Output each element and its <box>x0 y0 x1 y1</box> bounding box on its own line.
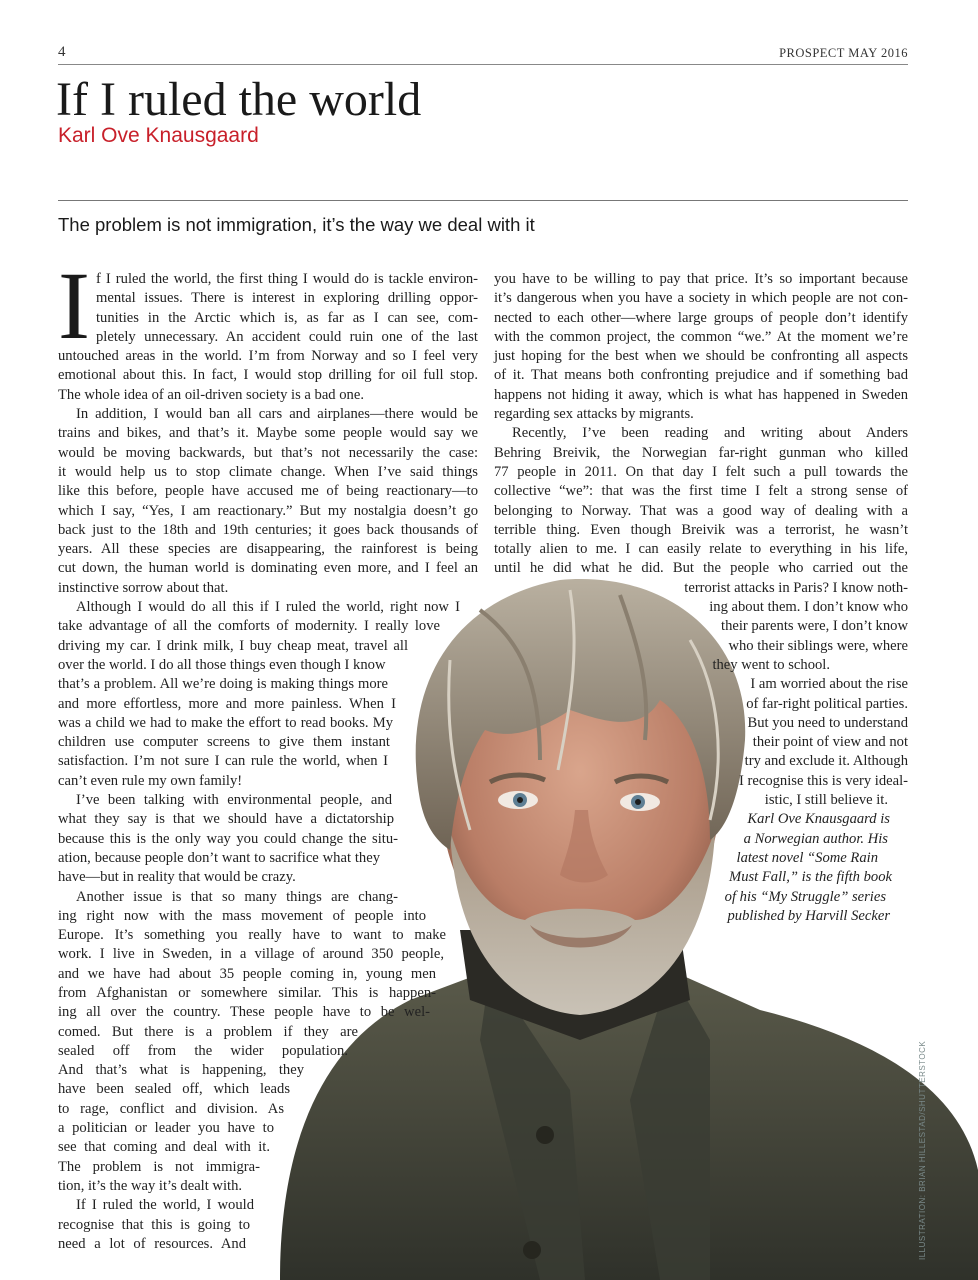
text-line: emotional about this. In fact, I would stop drilling for oil full stop. <box>58 367 478 384</box>
text-line: of it. That means both confronting prejudice and if something bad <box>494 367 908 384</box>
text-line: of far-right political parties. <box>746 695 908 712</box>
text-line: and we have had about 35 people coming in, young men <box>58 965 436 982</box>
text-line: try and exclude it. Although <box>744 753 908 770</box>
text-line: you have to be willing to pay that price. It’s so important because <box>494 271 908 287</box>
article-title: If I ruled the world <box>56 73 422 126</box>
text-line: Although I would do all this if I ruled the world, right now I <box>76 599 460 616</box>
text-line: just hoping for the best when we should be confronting all aspects <box>494 348 908 365</box>
text-line: istic, I still believe it. <box>764 792 888 809</box>
text-line: with the common project, the common “we.” At the moment we’re <box>494 328 908 345</box>
text-line: mental issues. There is interest in exploring drilling oppor- <box>96 290 478 307</box>
text-line: until he did what he did. But the people who carried out the <box>494 560 908 577</box>
text-line: children use computer screens to give them instant <box>58 734 390 751</box>
text-line: it would help us to stop climate change. When I’ve said things <box>58 463 478 480</box>
text-line: was a child we had to make the effort to read books. My <box>58 714 393 731</box>
text-line: recognise that this is going to <box>58 1216 250 1233</box>
text-line: back just to the 18th and 19th centuries; it goes back thousands of <box>58 521 478 538</box>
divider <box>58 200 908 201</box>
text-line: collective “we”: that was the first time I felt a strong sense of <box>494 483 908 500</box>
text-line: 77 people in 2011. On that day I felt such a pull towards the <box>494 463 908 480</box>
text-line: f I ruled the world, the first thing I would do is tackle environ- <box>96 271 478 287</box>
text-line: their point of view and not <box>752 734 908 751</box>
text-line: The whole idea of an oil-driven society is a bad one. <box>58 386 364 403</box>
text-line: have been sealed off, which leads <box>58 1081 290 1098</box>
text-line: to rage, conflict and division. As <box>58 1100 284 1117</box>
text-line: Behring Breivik, the Norwegian far-right gunman who killed <box>494 444 908 461</box>
text-line: terrible thing. Even though Breivik was a terrorist, he wasn’t <box>494 521 908 538</box>
text-line: cut down, the human world is dominating even more, and I feel an <box>58 560 478 577</box>
text-line: need a lot of resources. And <box>58 1235 246 1252</box>
article-standfirst: The problem is not immigration, it’s the way we deal with it <box>58 214 535 235</box>
page-number: 4 <box>58 44 66 60</box>
text-line: like this before, people have accused me of being reactionary—to <box>58 483 478 500</box>
text-line: satisfaction. I’m not sure I can rule the world, when I <box>58 753 388 770</box>
text-line: Recently, I’ve been reading and writing about Anders <box>512 425 908 442</box>
text-line: which I say, “Yes, I am reactionary.” But my nostalgia doesn’t go <box>58 502 478 519</box>
text-line: tion, it’s the way it’s dealt with. <box>58 1177 243 1194</box>
article-author: Karl Ove Knausgaard <box>58 124 259 147</box>
text-line: over the world. I do all those things even though I know <box>58 656 386 673</box>
text-line: pletely unnecessary. An accident could ruin one of the last <box>96 328 478 345</box>
text-line: who their siblings were, where <box>728 637 908 654</box>
text-line: ing all over the country. These people have to be wel- <box>58 1004 430 1021</box>
text-line: sealed off from the wider population. <box>58 1042 348 1059</box>
text-line: In addition, I would ban all cars and airplanes—there would be <box>76 406 478 423</box>
article-body-right <box>494 270 908 926</box>
text-line: take advantage of all the comforts of modernity. I really love <box>58 618 440 635</box>
text-line: what they say is that we should have a dictatorship <box>58 811 394 828</box>
bio-line: Must Fall,” is the fifth book <box>729 869 892 886</box>
text-line: happens not hiding it away, which is what has happened in Sweden <box>494 386 908 403</box>
text-line: instinctive sorrow about that. <box>58 579 229 596</box>
text-line: Europe. It’s something you really have to want to make <box>58 927 446 944</box>
text-line: belonging to Norway. That was a good way of dealing with a <box>494 502 908 519</box>
bio-line: published by Harvill Secker <box>727 907 890 924</box>
text-line: can’t even rule my own family! <box>58 772 243 789</box>
text-line: work. I live in Sweden, in a village of around 350 people, <box>58 946 444 963</box>
bio-line: Karl Ove Knausgaard is <box>747 811 890 828</box>
text-line: a politician or leader you have to <box>58 1120 274 1137</box>
text-line: If I ruled the world, I would <box>76 1197 254 1214</box>
text-line: that’s a problem. All we’re doing is making things more <box>58 676 388 693</box>
text-line: The problem is not immigra- <box>58 1158 260 1175</box>
text-line: I am worried about the rise <box>750 676 908 693</box>
page-header <box>58 44 908 65</box>
text-line: I’ve been talking with environmental people, and <box>76 792 392 809</box>
text-line: it’s dangerous when you have a society in which people are not con- <box>494 290 908 307</box>
bio-line: a Norwegian author. His <box>743 830 888 847</box>
photo-credit: ILLUSTRATION: BRIAN HILLESTAD/SHUTTERSTOCK <box>918 1040 927 1260</box>
text-line: comed. But there is a problem if they are <box>58 1023 358 1040</box>
text-line: And that’s what is happening, they <box>58 1062 304 1079</box>
text-line: have—but in reality that would be crazy. <box>58 869 296 886</box>
text-line: trains and bikes, and that’s it. Maybe some people would say we <box>58 425 478 442</box>
article-body-left <box>58 252 478 1254</box>
text-line: nected to each other—where large groups of people don’t identify <box>494 309 908 326</box>
publication-date: PROSPECT MAY 2016 <box>779 46 908 60</box>
text-line: driving my car. I drink milk, I buy cheap meat, travel all <box>58 637 408 654</box>
text-line: because this is the only way you could change the situ- <box>58 830 398 847</box>
text-line: tunities in the Arctic which is, as far as I can see, com- <box>96 309 478 326</box>
text-line: Another issue is that so many things are chang- <box>76 888 398 905</box>
text-line: totally alien to me. I can easily relate to everything in his life, <box>494 541 908 558</box>
text-line: from Afghanistan or somewhere similar. This is happen- <box>58 984 436 1001</box>
text-line: But you need to understand <box>747 714 908 731</box>
text-line: their parents were, I don’t know <box>721 618 908 635</box>
bio-line: of his “My Struggle” series <box>724 888 886 905</box>
text-line: terrorist attacks in Paris? I know noth- <box>684 579 908 596</box>
text-line: see that coming and deal with it. <box>58 1139 270 1156</box>
bio-line: latest novel “Some Rain <box>736 849 878 866</box>
text-line: I recognise this is very ideal- <box>739 772 908 789</box>
text-line: untouched areas in the world. I’m from Norway and so I feel very <box>58 348 478 365</box>
text-line: ing about them. I don’t know who <box>709 599 908 616</box>
text-line: years. All these species are disappearing, the rainforest is being <box>58 541 478 558</box>
text-line: regarding sex attacks by migrants. <box>494 406 694 423</box>
text-line: ation, because people don’t want to sacrifice what they <box>58 849 380 866</box>
drop-cap: I <box>58 252 90 359</box>
text-line: ing right now with the mass movement of people into <box>58 907 426 924</box>
text-line: would be moving backwards, but that’s not necessarily the case: <box>58 444 478 461</box>
author-bio <box>494 810 908 926</box>
text-line: and more effortless, more and more painless. When I <box>58 695 396 712</box>
text-line: they went to school. <box>712 656 830 673</box>
